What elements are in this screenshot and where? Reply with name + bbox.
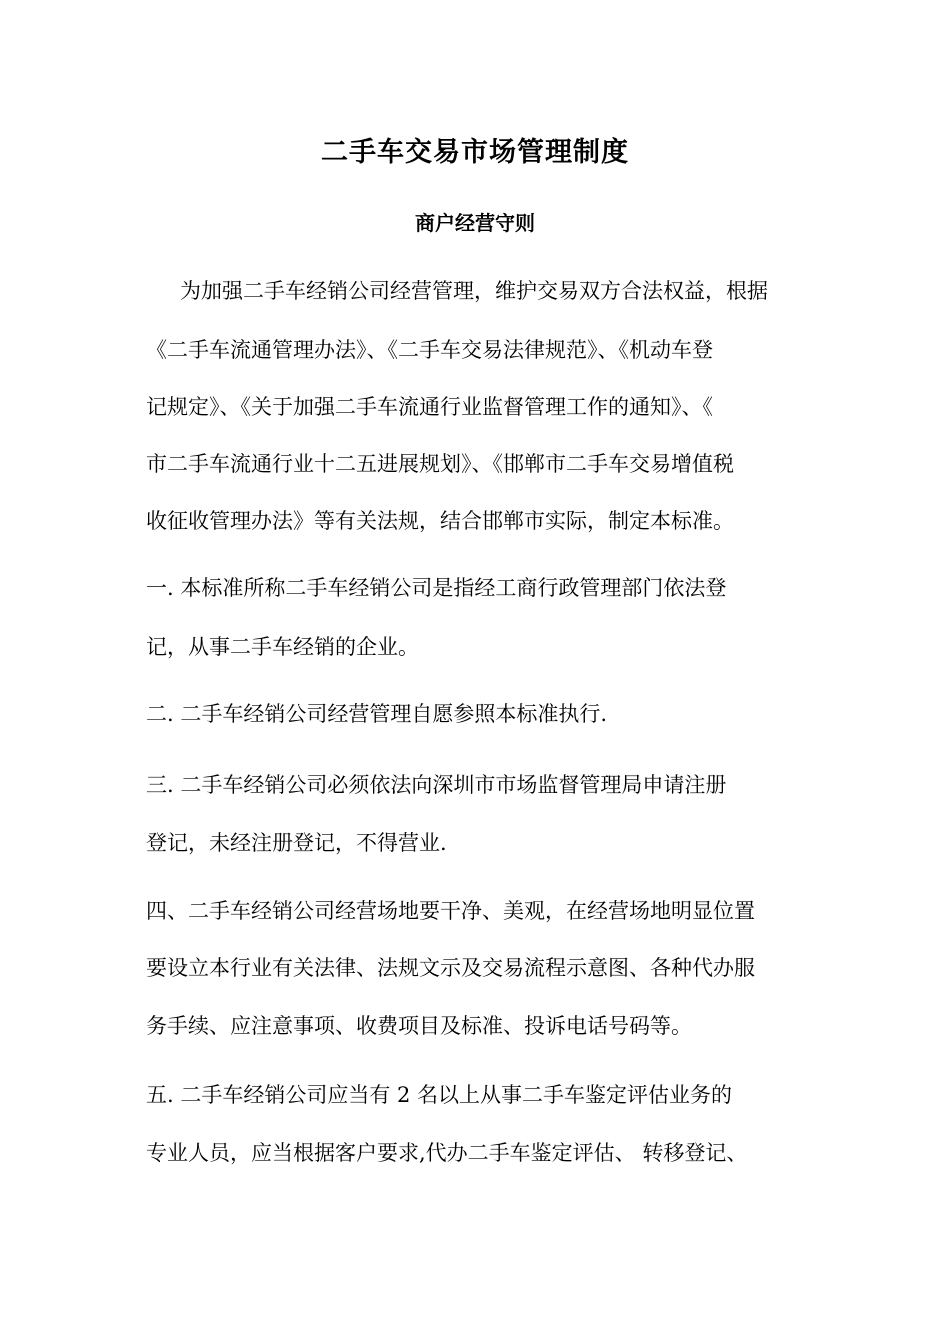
paragraph-line: 为加强二手车经销公司经营管理，维护交易双方合法权益，根据 [180, 279, 768, 303]
document-title: 二手车交易市场管理制度 [321, 137, 629, 168]
paragraph-line: 二. 二手车经销公司经营管理自愿参照本标准执行. [146, 702, 608, 726]
paragraph-line: 专业人员，应当根据客户要求,代办二手车鉴定评估、 转移登记、 [146, 1141, 748, 1165]
paragraph-line: 《二手车流通管理办法》、《二手车交易法律规范》、《机动车登 [146, 338, 713, 362]
paragraph-line: 五. 二手车经销公司应当有 2 名以上从事二手车鉴定评估业务的 [146, 1083, 733, 1107]
paragraph-line: 要设立本行业有关法律、法规文示及交易流程示意图、各种代办服 [146, 956, 755, 980]
paragraph-line: 收征收管理办法》等有关法规，结合邯郸市实际，制定本标准。 [146, 509, 734, 533]
paragraph-line: 四、二手车经销公司经营场地要干净、美观，在经营场地明显位置 [146, 899, 755, 923]
paragraph-line: 市二手车流通行业十二五进展规划》、《邯郸市二手车交易增值税 [146, 452, 734, 476]
paragraph-line: 记规定》、《关于加强二手车流通行业监督管理工作的通知》、《 [146, 395, 713, 419]
paragraph-line: 三. 二手车经销公司必须依法向深圳市市场监督管理局申请注册 [146, 773, 727, 797]
paragraph-line: 务手续、应注意事项、收费项目及标准、投诉电话号码等。 [146, 1014, 692, 1038]
paragraph-line: 记，从事二手车经销的企业。 [146, 635, 419, 659]
document-subtitle: 商户经营守则 [415, 211, 535, 235]
paragraph-line: 登记，未经注册登记，不得营业. [146, 831, 447, 855]
paragraph-line: 一. 本标准所称二手车经销公司是指经工商行政管理部门依法登 [146, 576, 727, 600]
